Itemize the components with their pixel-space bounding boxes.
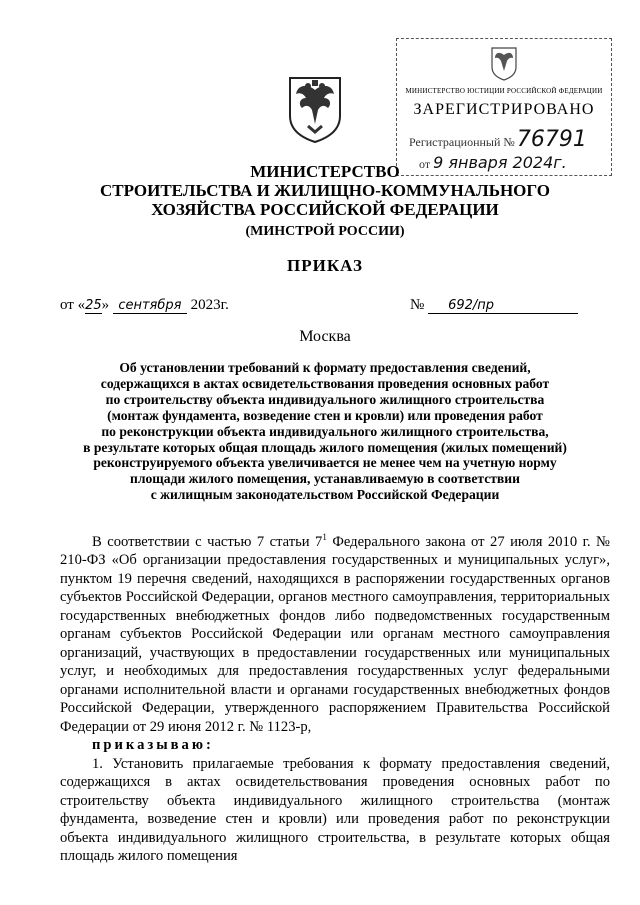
stamp-reg-line [409, 127, 587, 152]
stamp-date-prefix: от [419, 157, 431, 171]
coat-of-arms-emblem [286, 72, 344, 144]
number-label: № [410, 297, 425, 313]
date-month: сентября [113, 298, 187, 314]
number-value: 692/пр [428, 298, 578, 314]
preamble-paragraph [60, 528, 610, 736]
title-line: реконструируемого объекта увеличивается не менее чем на учетную норму [93, 455, 557, 471]
registration-stamp [396, 38, 612, 176]
order-title [60, 360, 590, 503]
stamp-reg-label: Регистрационный № [409, 135, 515, 149]
item-1-paragraph: 1. Установить прилагаемые требования к формату предоставления сведений, содержащихся в актах освидетельствования проведения основных работ по строительству объекта индивидуального жилищного строительства (монтаж фундамента, возведение стен и кровли) или проведения работ по реконструкции объекта индивидуального жилищного строительства, в результате которых общая площадь жилого помещения [60, 755, 610, 865]
date-day: 25 [85, 298, 102, 313]
title-line: с жилищным законодательством Российской Федерации [150, 487, 500, 503]
title-line: в результате которых общая площадь жилого помещения (жилых помещений) [83, 439, 567, 455]
order-number [410, 297, 578, 314]
title-line: по строительству объекта индивидуального жилищного строительства [105, 391, 545, 407]
preamble-sup: 1 [322, 532, 327, 542]
ministry-name [60, 162, 590, 219]
date-prefix: от « [60, 297, 86, 313]
title-line: площади жилого помещения, устанавливаемую в соответствии [130, 471, 520, 487]
ministry-line-1: МИНИСТЕРСТВО [250, 162, 400, 181]
date-mid: » [101, 297, 110, 313]
ministry-short-name: (МИНСТРОЙ РОССИИ) [245, 224, 405, 239]
stamp-registered: ЗАРЕГИСТРИРОВАНО [413, 101, 595, 118]
preamble-text-a: В соответствии с частью 7 статьи 7 [92, 533, 323, 550]
order-date [60, 297, 229, 314]
title-line: содержащихся в актах освидетельствования проведения основных работ [100, 375, 550, 391]
ministry-line-2: СТРОИТЕЛЬСТВА И ЖИЛИЩНО-КОММУНАЛЬНОГО [99, 181, 551, 200]
title-line: по реконструкции объекта индивидуального жилищного строительства, [101, 423, 549, 439]
title-line: Об установлении требований к формату предоставления сведений, [119, 360, 531, 375]
stamp-reg-number: 76791 [516, 127, 587, 152]
preamble-text-b: Федерального закона от 27 июля 2010 г. № 210-ФЗ «Об организации предоставления государственных и муниципальных услуг», пунктом 19 перечня сведений, находящихся в распоряжении государственных органов субъектов Российской Федерации, органов местного самоуправления, территориальных государственных внебюджетных фондов либо подведомственных государственным органам субъектов Российской Федерации или органам местного самоуправления организаций, участвующих в предоставлении государственных или муниципальных услуг, и необходимых для предоставления государственных услуг федеральными органами исполнительной власти и органами государственных внебюджетных фондов Российской Федерации, утвержденного распоряжением Правительства Российской Федерации от 29 июня 2012 г. № 1123-р, [60, 533, 610, 735]
city: Москва [299, 328, 351, 345]
stamp-date-value: 9 января 2024г. [433, 153, 567, 172]
prikazyvayu: приказываю: [92, 737, 214, 754]
order-body [60, 528, 610, 866]
title-line: (монтаж фундамента, возведение стен и кровли) или проведения работ [107, 407, 543, 423]
ministry-line-3: ХОЗЯЙСТВА РОССИЙСКОЙ ФЕДЕРАЦИИ [151, 200, 499, 219]
document-type: ПРИКАЗ [287, 256, 363, 275]
date-year: 2023г. [190, 297, 229, 313]
stamp-emblem [489, 45, 519, 81]
stamp-ministry: МИНИСТЕРСТВО ЮСТИЦИИ РОССИЙСКОЙ ФЕДЕРАЦИИ [405, 87, 603, 95]
